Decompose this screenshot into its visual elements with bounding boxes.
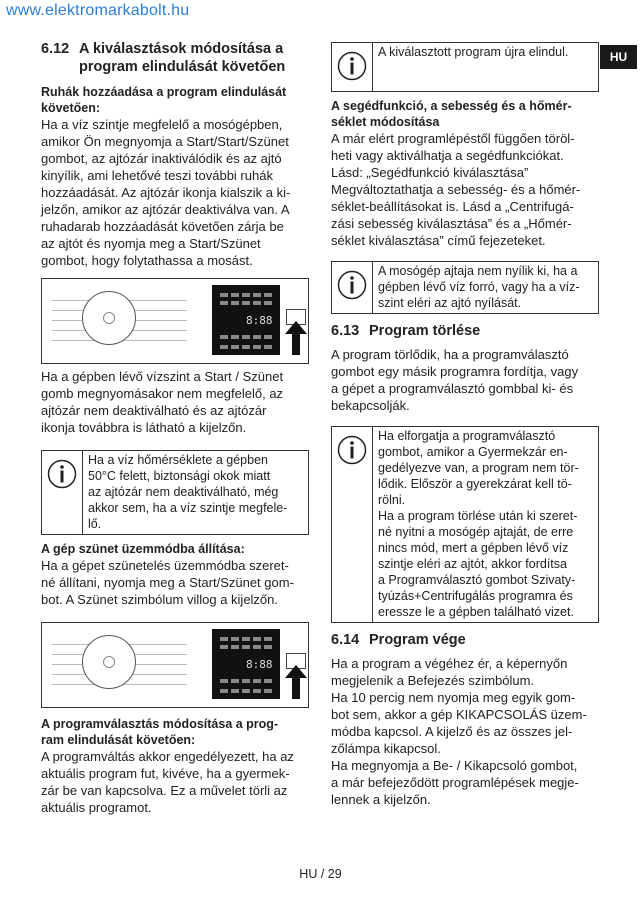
section-number: 6.12	[41, 41, 70, 57]
subheading-program-change: A programválasztás módosítása a prog- ram elindulását követően:	[41, 717, 279, 747]
paragraph-cancel: A program törlődik, ha a programválasztó gombot egy másik programra fordítja, vagy a gépet a programválasztó gombbal ki- és bekapcsolják.	[331, 347, 579, 413]
subheading-aux-functions: A segédfunkció, a sebesség és a hőmér- séklet módosítása	[331, 99, 572, 129]
program-knob-icon	[82, 635, 136, 689]
paragraph-program-change: A programváltás akkor engedélyezett, ha az aktuális program fut, kivéve, ha a gyermek- zár be van kapcsolva. Ez a művelet törli az aktuális programot.	[41, 749, 294, 815]
language-tab: HU	[600, 45, 637, 69]
info-note-childlock: Ha elforgatja a programválasztó gombot, amikor a Gyermekzár en- gedélyezve van, a program nem tör- lődik. Először a gyerekzárat kell tö- rölni. Ha a program törlése után ki szeret- né nyitni a mosógép ajtaját, de erre nincs mód, mert a gépben lévő víz szintje eléri az ajtót, akkor fordítsa a Programválasztó gombot Szivaty- tyúzás+Centrifugálás programra és eressze le a gépben található vizet.	[331, 426, 599, 623]
section-title: A kiválasztások módosítása a program elindulását követően	[79, 41, 286, 75]
display-digits: 8:88	[246, 658, 273, 671]
display-screen	[212, 285, 280, 355]
paragraph-program-end: Ha a program a végéhez ér, a képernyőn megjelenik a Befejezés szimbólum. Ha 10 percig nem nyomja meg egyik gom- bot sem, akkor a gép KIKAPCSOLÁS üzem- módba kapcsol. A kijelző és az összes jel- zőlámpa kikapcsol. Ha megnyomja a Be- / Kikapcsoló gombot, a már befejeződött programlépések megje- lennek a kijelzőn.	[331, 656, 587, 807]
section-title: Program vége	[369, 632, 466, 648]
subheading-pause: A gép szünet üzemmódba állítása:	[41, 542, 245, 556]
paragraph-aux-functions: A már elért programlépéstől függően töröl- heti vagy aktiválhatja a segédfunkciókat. Lásd: „Segédfunkció kiválasztása” Megváltoztathatja a sebesség- és a hőmér- séklet-beállításokat is. Lásd a „Centrifugá- zási sebesség kiválasztása” és a „Hőmér- séklet kiválasztása” című fejezeteket.	[331, 131, 581, 248]
paragraph-pause: Ha a gépet szünetelés üzemmódba szeret- né állítani, nyomja meg a Start/Szünet gom- bot. A Szünet szimbólum villog a kijelzőn.	[41, 558, 294, 607]
paragraph-add-laundry: Ha a víz szintje megfelelő a mosógépben, amikor Ön megnyomja a Start/Start/Szünet gombot, az ajtózár inaktiválódik és az ajtó kinyílik, ami lehetővé teszi további ruhák hozzáadását. Az ajtózár ikonja kialszik a ki- jelzőn, amikor az ajtózár deaktiválva van. A ruhadarab hozzáadását követően zárja be az ajtót és nyomja meg a Start/Szünet gombot, hogy folytathassa a mosást.	[41, 117, 291, 268]
section-title: Program törlése	[369, 323, 481, 339]
info-note-door: A mosógép ajtaja nem nyílik ki, ha a gépben lévő víz forró, vagy ha a víz- szint eléri az ajtó nyílását.	[331, 261, 599, 314]
subheading-add-laundry: Ruhák hozzáadása a program elindulását követően:	[41, 85, 287, 115]
section-number: 6.13	[331, 323, 360, 339]
section-number: 6.14	[331, 632, 360, 648]
section-6-12-heading	[41, 40, 309, 76]
section-6-13-heading	[331, 322, 599, 340]
info-note-restart: A kiválasztott program újra elindul.	[331, 42, 599, 92]
arrow-up-icon	[285, 321, 307, 355]
info-icon	[337, 435, 367, 465]
watermark: www.elektromarkabolt.hu	[6, 2, 190, 19]
display-screen	[212, 629, 280, 699]
program-knob-icon	[82, 291, 136, 345]
info-note-temperature: Ha a víz hőmérséklete a gépben 50°C felett, biztonsági okok miatt az ajtózár nem deaktiválható, még akkor sem, ha a víz szintje megfele- lő.	[41, 450, 309, 535]
right-column	[331, 40, 599, 808]
display-digits: 8:88	[246, 314, 273, 327]
page-number: HU / 29	[299, 867, 342, 881]
section-6-14-heading	[331, 631, 599, 649]
info-icon	[337, 51, 367, 81]
control-panel-illustration	[41, 278, 309, 364]
info-icon	[47, 459, 77, 489]
left-column	[41, 40, 309, 816]
info-icon	[337, 270, 367, 300]
control-panel-illustration-2	[41, 622, 309, 708]
paragraph-water-level: Ha a gépben lévő vízszint a Start / Szünet gomb megnyomásakor nem megfelelő, az ajtózár nem deaktiválható és az ajtózár ikonja továbbra is látható a kijelzőn.	[41, 369, 284, 435]
arrow-up-icon	[285, 665, 307, 699]
